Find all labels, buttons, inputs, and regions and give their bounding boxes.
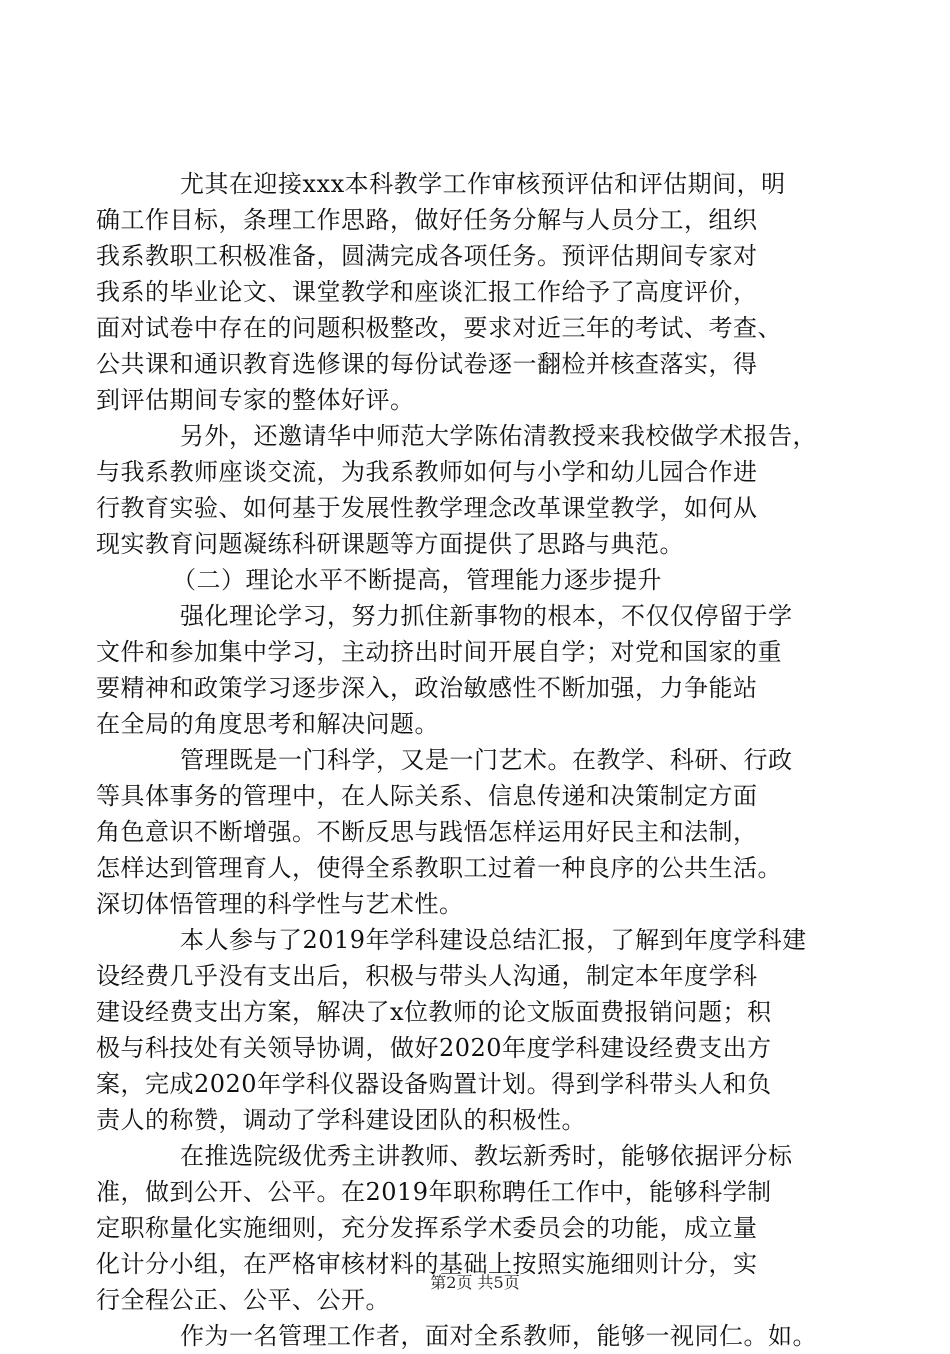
text-line: 与我系教师座谈交流，为我系教师如何与小学和幼儿园合作进 — [96, 458, 758, 486]
text-line: 现实教育问题凝练科研课题等方面提供了思路与典范。 — [96, 530, 684, 558]
text-line: 文件和参加集中学习，主动挤出时间开展自学；对党和国家的重 — [96, 638, 782, 666]
text-line: 责人的称赞，调动了学科建设团队的积极性。 — [96, 1106, 586, 1134]
text-line: 确工作目标，条理工作思路，做好任务分解与人员分工，组织 — [96, 206, 758, 234]
text-line: 另外，还邀请华中师范大学陈佑清教授来我校做学术报告， — [180, 422, 817, 450]
text-line: 尤其在迎接xxx本科教学工作审核预评估和评估期间，明 — [180, 170, 786, 198]
text-line: 等具体事务的管理中，在人际关系、信息传递和决策制定方面 — [96, 782, 758, 810]
text-line: 怎样达到管理育人，使得全系教职工过着一种良序的公共生活。 — [96, 854, 782, 882]
text-line: 深切体悟管理的科学性与艺术性。 — [96, 890, 464, 918]
text-line: 强化理论学习，努力抓住新事物的根本，不仅仅停留于学 — [180, 602, 793, 630]
text-line: 我系教职工积极准备，圆满完成各项任务。预评估期间专家对 — [96, 242, 758, 270]
text-line: 我系的毕业论文、课堂教学和座谈汇报工作给予了高度评价， — [96, 278, 758, 306]
text-line: 管理既是一门科学，又是一门艺术。在教学、科研、行政 — [180, 746, 793, 774]
text-line: 建设经费支出方案，解决了x位教师的论文版面费报销问题；积 — [96, 998, 772, 1026]
text-line: 在推选院级优秀主讲教师、教坛新秀时，能够依据评分标 — [180, 1142, 793, 1170]
text-line: 案，完成2020年学科仪器设备购置计划。得到学科带头人和负 — [96, 1070, 772, 1098]
section-heading: （二）理论水平不断提高，管理能力逐步提升 — [172, 566, 662, 594]
text-line: 极与科技处有关领导协调，做好2020年度学科建设经费支出方 — [96, 1034, 772, 1062]
text-line: 设经费几乎没有支出后，积极与带头人沟通，制定本年度学科 — [96, 962, 758, 990]
text-line: 准，做到公开、公平。在2019年职称聘任工作中，能够科学制 — [96, 1178, 772, 1206]
text-line: 在全局的角度思考和解决问题。 — [96, 710, 439, 738]
text-line: 公共课和通识教育选修课的每份试卷逐一翻检并核查落实，得 — [96, 350, 758, 378]
text-line: 作为一名管理工作者，面对全系教师，能够一视同仁。如。 — [180, 1322, 817, 1350]
text-line: 到评估期间专家的整体好评。 — [96, 386, 415, 414]
text-line: 定职称量化实施细则，充分发挥系学术委员会的功能，成立量 — [96, 1214, 758, 1242]
text-line: 面对试卷中存在的问题积极整改，要求对近三年的考试、考查、 — [96, 314, 782, 342]
text-line: 行教育实验、如何基于发展性教学理念改革课堂教学，如何从 — [96, 494, 758, 522]
page-number-footer: 第2页 共5页 — [430, 1273, 520, 1292]
text-line: 要精神和政策学习逐步深入，政治敏感性不断加强，力争能站 — [96, 674, 758, 702]
text-line: 化计分小组，在严格审核材料的基础上按照实施细则计分，实 — [96, 1250, 758, 1278]
text-line: 本人参与了2019年学科建设总结汇报，了解到年度学科建 — [180, 926, 807, 954]
text-line: 角色意识不断增强。不断反思与践悟怎样运用好民主和法制， — [96, 818, 758, 846]
text-line: 行全程公正、公平、公开。 — [96, 1286, 390, 1314]
